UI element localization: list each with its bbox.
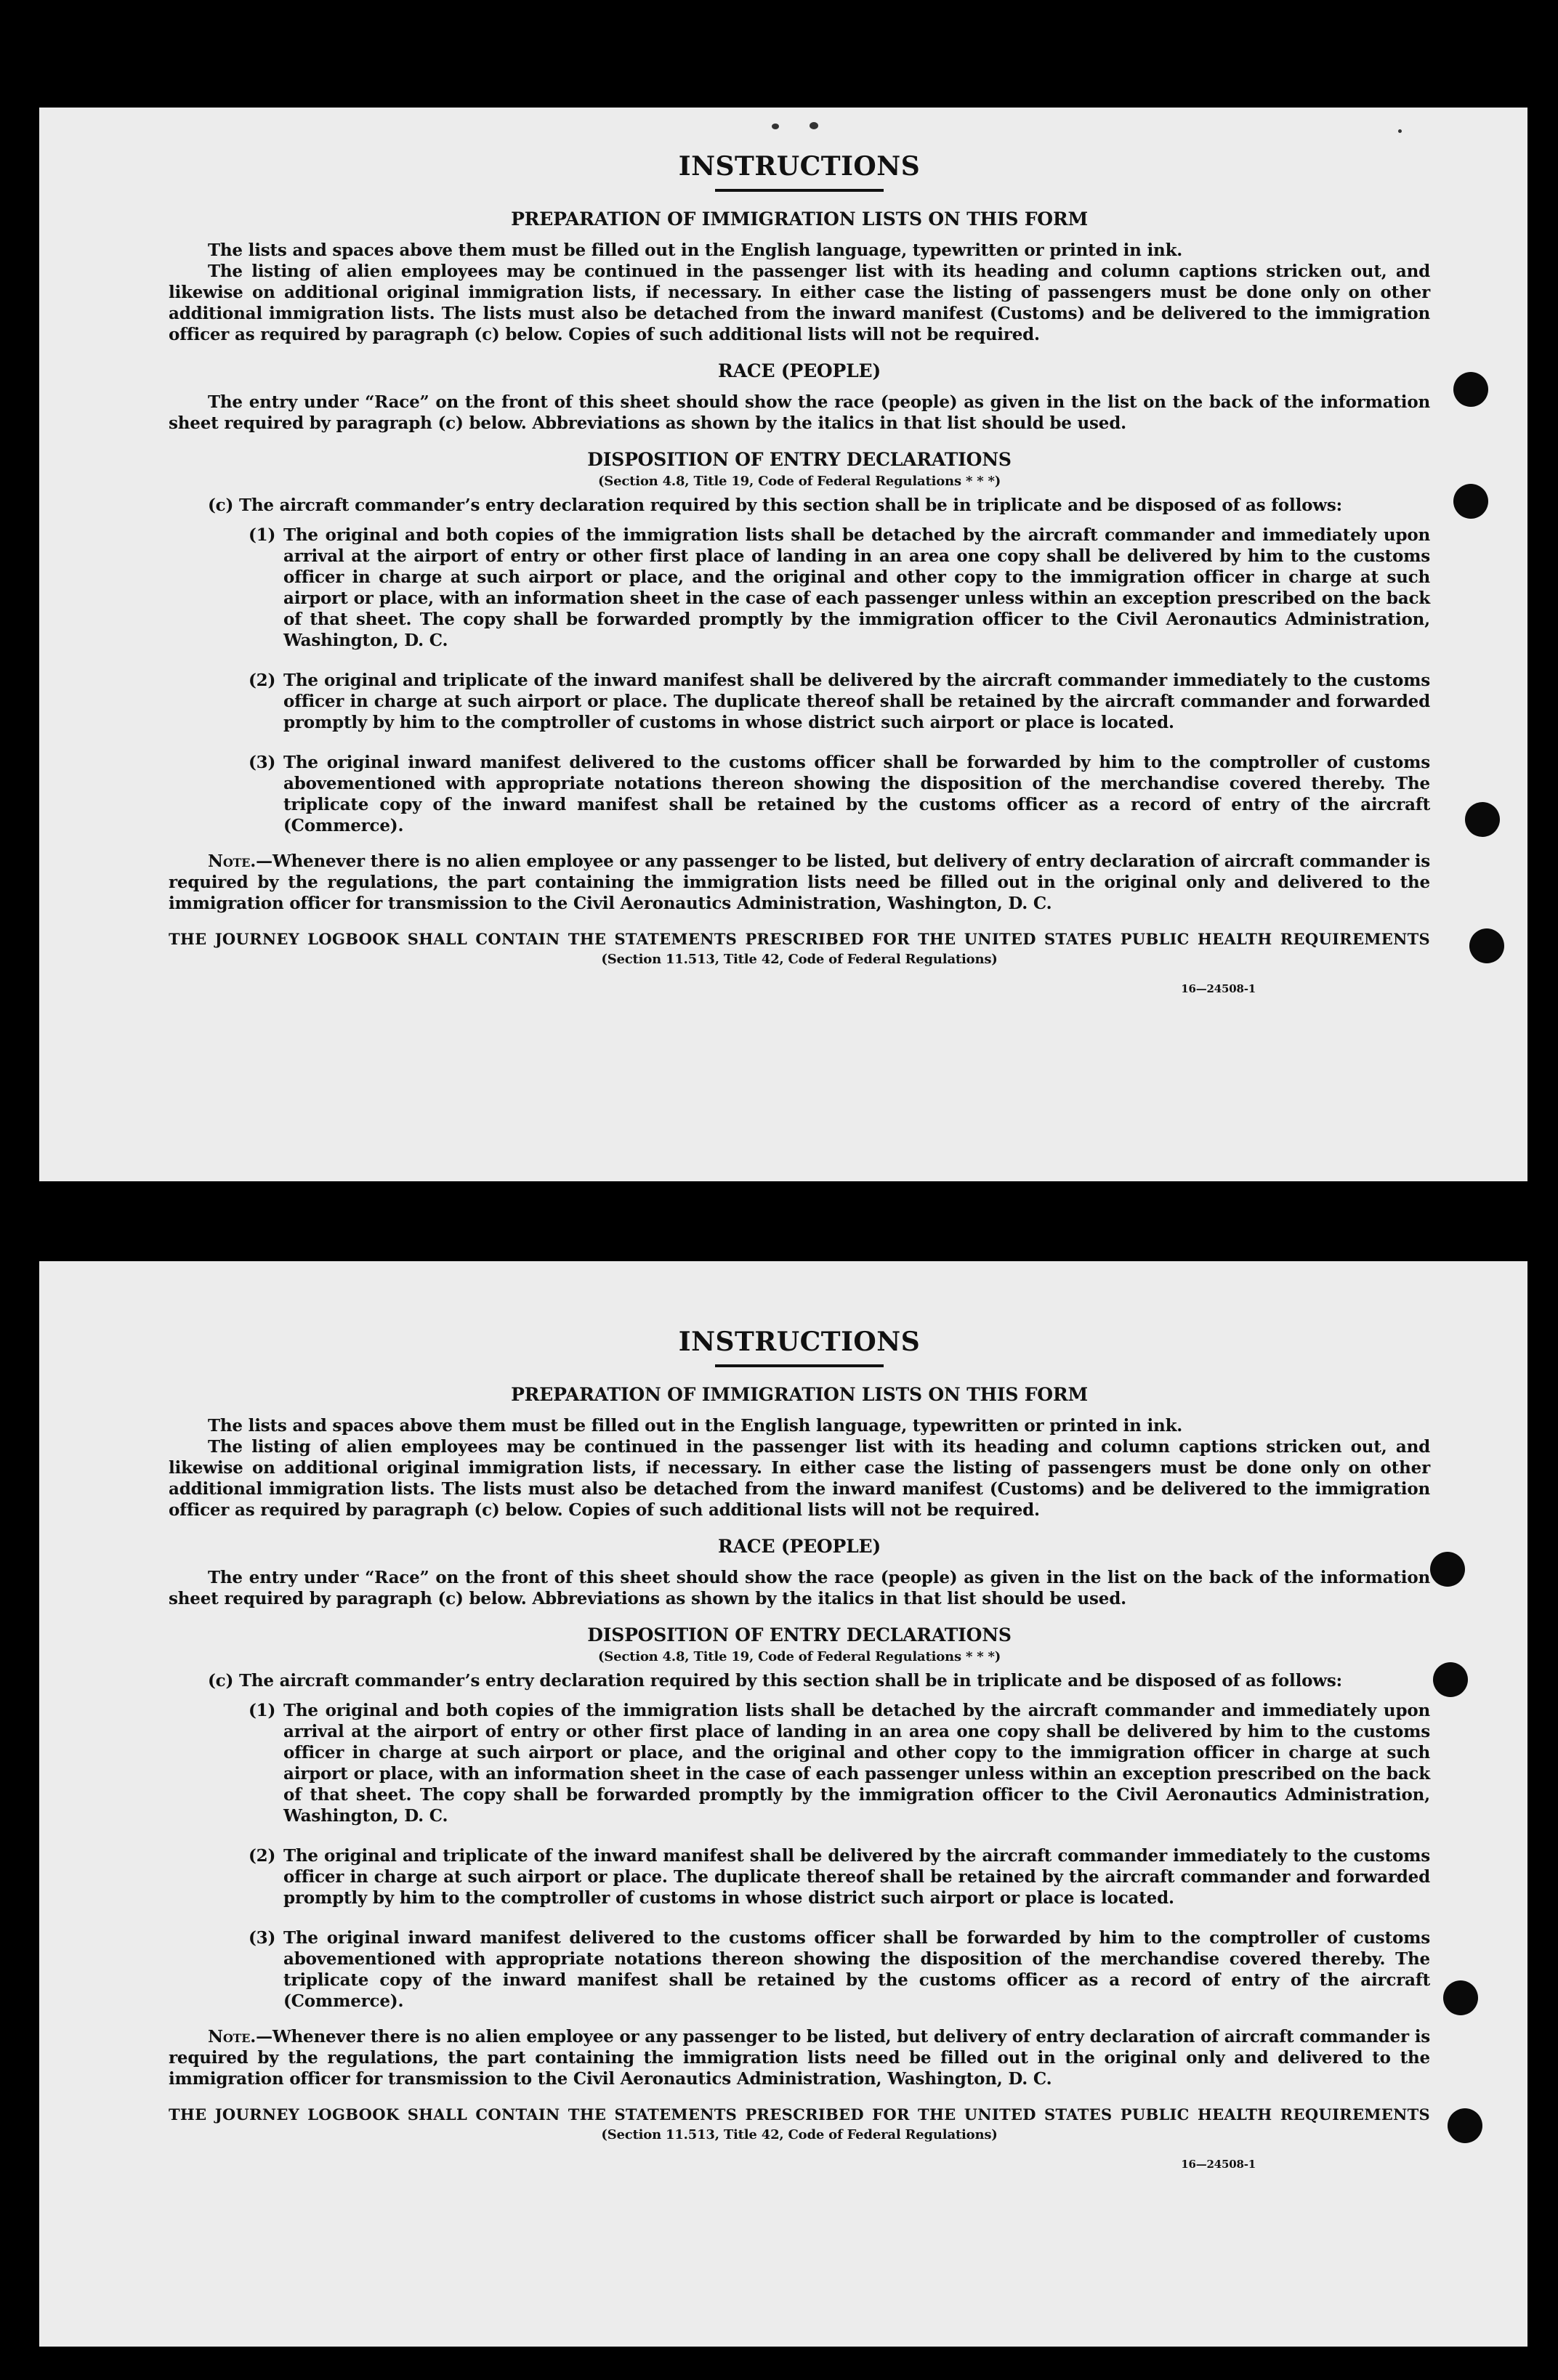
- punch-hole: [1453, 372, 1488, 407]
- list-item: [249, 1927, 1430, 2012]
- paragraph: The lists and spaces above them must be filled out in the English language, typewritten or printed in ink.: [208, 1416, 1183, 1436]
- section-heading-preparation: PREPARATION OF IMMIGRATION LISTS ON THIS FORM: [511, 1384, 1088, 1405]
- sheet-content: [169, 150, 1430, 996]
- list-item: [249, 1845, 1430, 1909]
- item-number: (3): [249, 1928, 276, 1948]
- note-label: Note.: [208, 851, 257, 871]
- ink-speck: [772, 124, 779, 129]
- item-number: (2): [249, 671, 276, 690]
- note-label: Note.: [208, 2027, 257, 2047]
- footer-reference: (Section 11.513, Title 42, Code of Federal Regulations): [601, 952, 998, 967]
- note-text: —Whenever there is no alien employee or any passenger to be listed, but delivery of entry declaration of aircraft commander is required by the regulations, the part containing the immigration lists need be filled out in the original only and delivered to the immigration officer for transmission to the Civil Aeronautics Administration, Washington, D. C.: [169, 851, 1430, 913]
- item-text: The original and triplicate of the inward manifest shall be delivered by the aircraft commander immediately to the customs officer in charge at such airport or place. The duplicate thereof shall be retained by the aircraft commander and forwarded promptly by him to the comptroller of customs in whose district such airport or place is located.: [283, 671, 1430, 732]
- note-text: —Whenever there is no alien employee or any passenger to be listed, but delivery of entry declaration of aircraft commander is required by the regulations, the part containing the immigration lists need be filled out in the original only and delivered to the immigration officer for transmission to the Civil Aeronautics Administration, Washington, D. C.: [169, 2027, 1430, 2089]
- item-text: The original and both copies of the immigration lists shall be detached by the aircraft commander and immediately upon arrival at the airport of entry or other first place of landing in an area one copy shall be delivered by him to the customs officer in charge at such airport or place, and the original and other copy to the immigration officer in charge at such airport or place, with an information sheet in the case of each passenger unless within an exception prescribed on the back of that sheet. The copy shall be forwarded promptly by the immigration officer to the Civil Aeronautics Administration, Washington, D. C.: [283, 1701, 1430, 1826]
- ink-speck: [810, 122, 818, 129]
- item-number: (1): [249, 1701, 276, 1720]
- note-paragraph: [169, 851, 1430, 914]
- paragraph: The entry under “Race” on the front of this sheet should show the race (people) as given in the list on the back of the information sheet required by paragraph (c) below. Abbreviations as shown by the italics in that list should be used.: [169, 392, 1430, 433]
- paragraph: The listing of alien employees may be continued in the passenger list with its heading and column captions stricken out, and likewise on additional original immigration lists, if necessary. In either case the listing of passengers must be done only on other additional immigration lists. The lists must also be detached from the inward manifest (Customs) and be delivered to the immigration officer as required by paragraph (c) below. Copies of such additional lists will not be required.: [169, 262, 1430, 344]
- form-number: 16—24508-1: [1181, 982, 1256, 995]
- title-rule: [715, 1364, 884, 1367]
- punch-hole: [1465, 802, 1500, 837]
- section-heading-disposition: DISPOSITION OF ENTRY DECLARATIONS: [587, 1624, 1012, 1646]
- section-heading-preparation: PREPARATION OF IMMIGRATION LISTS ON THIS FORM: [511, 209, 1088, 230]
- sheet-content: [169, 1325, 1430, 2171]
- list-item: [249, 525, 1430, 651]
- footer-reference: (Section 11.513, Title 42, Code of Federal Regulations): [601, 2127, 998, 2142]
- ink-speck: [1398, 129, 1402, 133]
- paragraph: The listing of alien employees may be continued in the passenger list with its heading and column captions stricken out, and likewise on additional original immigration lists, if necessary. In either case the listing of passengers must be done only on other additional immigration lists. The lists must also be detached from the inward manifest (Customs) and be delivered to the immigration officer as required by paragraph (c) below. Copies of such additional lists will not be required.: [169, 1437, 1430, 1520]
- item-text: The original and both copies of the immigration lists shall be detached by the aircraft commander and immediately upon arrival at the airport of entry or other first place of landing in an area one copy shall be delivered by him to the customs officer in charge at such airport or place, and the original and other copy to the immigration officer in charge at such airport or place, with an information sheet in the case of each passenger unless within an exception prescribed on the back of that sheet. The copy shall be forwarded promptly by the immigration officer to the Civil Aeronautics Administration, Washington, D. C.: [283, 525, 1430, 650]
- title-rule: [715, 189, 884, 192]
- section-reference: (Section 4.8, Title 19, Code of Federal Regulations * * *): [597, 474, 1001, 489]
- section-heading-race: RACE (PEOPLE): [718, 360, 881, 381]
- instructions-sheet-bottom: [39, 1261, 1527, 2347]
- section-reference: (Section 4.8, Title 19, Code of Federal Regulations * * *): [597, 1649, 1001, 1664]
- punch-hole: [1453, 484, 1488, 519]
- punch-hole: [1433, 1662, 1468, 1697]
- punch-hole: [1443, 1980, 1478, 2015]
- paragraph: The lists and spaces above them must be filled out in the English language, typewritten or printed in ink.: [208, 240, 1183, 260]
- form-number: 16—24508-1: [1181, 2158, 1256, 2171]
- paragraph: (c) The aircraft commander’s entry declaration required by this section shall be in triplicate and be disposed of as follows:: [208, 495, 1342, 515]
- page-title: INSTRUCTIONS: [678, 1327, 921, 1357]
- list-item: [249, 752, 1430, 836]
- section-heading-race: RACE (PEOPLE): [718, 1536, 881, 1557]
- item-number: (3): [249, 753, 276, 772]
- note-paragraph: [169, 2026, 1430, 2089]
- page-title: INSTRUCTIONS: [678, 151, 921, 182]
- item-number: (1): [249, 525, 276, 545]
- punch-hole: [1430, 1552, 1465, 1587]
- item-text: The original inward manifest delivered to the customs officer shall be forwarded by him to the comptroller of customs abovementioned with appropriate notations thereon showing the disposition of the merchandise covered thereby. The triplicate copy of the inward manifest shall be retained by the customs officer as a record of entry of the aircraft (Commerce).: [283, 753, 1430, 835]
- section-heading-disposition: DISPOSITION OF ENTRY DECLARATIONS: [587, 449, 1012, 470]
- paragraph: (c) The aircraft commander’s entry declaration required by this section shall be in triplicate and be disposed of as follows:: [208, 1671, 1342, 1691]
- punch-hole: [1469, 928, 1504, 963]
- list-item: [249, 1700, 1430, 1826]
- list-item: [249, 670, 1430, 733]
- public-health-statement: THE JOURNEY LOGBOOK SHALL CONTAIN THE STATEMENTS PRESCRIBED FOR THE UNITED STATES PUBLIC HEALTH REQUIREMENTS: [169, 2105, 1430, 2124]
- punch-hole: [1448, 2108, 1482, 2143]
- paragraph: The entry under “Race” on the front of this sheet should show the race (people) as given in the list on the back of the information sheet required by paragraph (c) below. Abbreviations as shown by the italics in that list should be used.: [169, 1568, 1430, 1608]
- item-text: The original and triplicate of the inward manifest shall be delivered by the aircraft commander immediately to the customs officer in charge at such airport or place. The duplicate thereof shall be retained by the aircraft commander and forwarded promptly by him to the comptroller of customs in whose district such airport or place is located.: [283, 1846, 1430, 1908]
- instructions-sheet-top: [39, 108, 1527, 1181]
- item-text: The original inward manifest delivered to the customs officer shall be forwarded by him to the comptroller of customs abovementioned with appropriate notations thereon showing the disposition of the merchandise covered thereby. The triplicate copy of the inward manifest shall be retained by the customs officer as a record of entry of the aircraft (Commerce).: [283, 1928, 1430, 2011]
- item-number: (2): [249, 1846, 276, 1866]
- public-health-statement: THE JOURNEY LOGBOOK SHALL CONTAIN THE STATEMENTS PRESCRIBED FOR THE UNITED STATES PUBLIC HEALTH REQUIREMENTS: [169, 930, 1430, 948]
